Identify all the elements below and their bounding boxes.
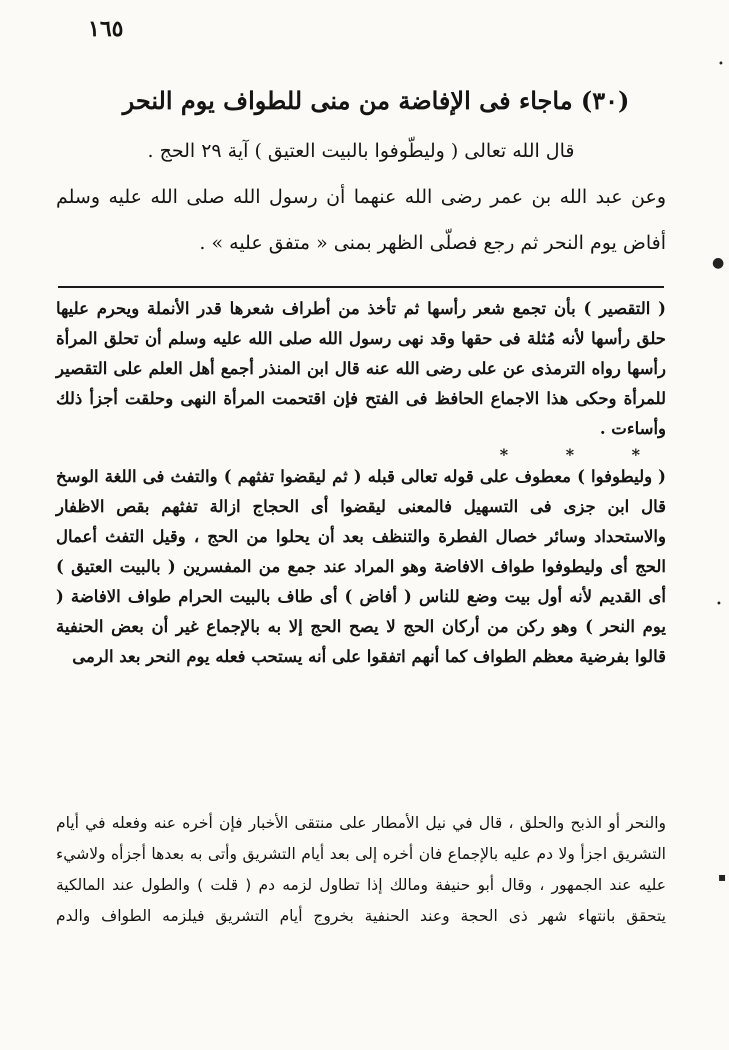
margin-dot-mark: ▪ xyxy=(718,870,727,884)
margin-dot-mark: ● xyxy=(712,255,725,271)
commentary-paragraph-2: ( وليطوفوا ) معطوف على قوله تعالى قبله ( ثم ليقضوا تفثهم ) والتفث فى اللغة الوسخ قال ابن جزى فى التسهيل فالمعنى ليقضوا أى الحجاج ازالة تفثهم بقص الاظفار والاستحداد وسائر خصال الفطرة والتنظف بعد أن يحلوا من الحج ، وقيل التفث أعمال الحج أى وليطوفوا طواف الافاضة وهو المراد عند جمع من المفسرين ( بالبيت العتيق ) أى القديم لأنه أول بيت وضع للناس ( أفاض ) أى طاف بالبيت الحرام طواف الافاضة ( يوم النحر ) وهو ركن من أركان الحج لا يصح الحج إلا به بالإجماع غير أن بعض الحنفية قالوا بفرضية معظم الطواف كما أنهم اتفقوا على أنه يستحب فعله يوم النحر بعد الرمى xyxy=(56,467,666,666)
margin-dot-mark: • xyxy=(718,59,724,70)
commentary-block xyxy=(56,294,666,672)
chapter-title: (٣٠) ماجاء فى الإفاضة من منى للطواف يوم النحر xyxy=(122,86,630,115)
page-number: ١٦٥ xyxy=(88,16,124,42)
commentary-paragraph-1: ( التقصير ) بأن تجمع شعر رأسها ثم تأخذ من أطراف شعرها قدر الأنملة ويحرم عليها حلق رأسها لأنه مُثلة فى حقها وقد نهى رسول الله صلى الله عليه وسلم أن تحلق المرأة رأسها رواه الترمذى عن على رضى الله عنه قال ابن المنذر أجمع أهل العلم على التقصير للمرأة وحكى هذا الاجماع الحافظ فى الفتح فإن اقتحمت المرأة النهى وحلقت أجزأ ذلك وأساءت . xyxy=(56,299,666,438)
margin-dot-mark: • xyxy=(716,599,722,610)
hadith-text: وعن عبد الله بن عمر رضى الله عنهما أن رسول الله صلى الله عليه وسلم أفاض يوم النحر ثم رجع فصلّى الظهر بمنى « متفق عليه » . xyxy=(56,186,666,254)
continuation-paragraph: والنحر أو الذبح والحلق ، قال في نيل الأمطار على منتقى الأخبار فإن أخره عنه وفعله في أيام التشريق اجزأ ولا دم عليه بالإجماع فان أخره إلى بعد أيام التشريق وأتى به بعدها أجزأه ولاشيء عليه عند الجمهور ، وقال أبو حنيفة ومالك إذا تطاول لزمه دم ( قلت ) والطول عند المالكية يتحقق بانتهاء شهر ذى الحجة وعند الحنفية بخروج أيام التشريق فيلزمه الطواف والدم xyxy=(56,814,666,925)
footnote-separator xyxy=(58,286,664,288)
continuation-text-block xyxy=(56,808,666,932)
quran-verse-citation: قال الله تعالى ( وليطّوفوا بالبيت العتيق ) آية ٢٩ الحج . xyxy=(147,140,575,162)
section-asterisks: * * * xyxy=(499,445,666,464)
main-text-block xyxy=(56,74,666,266)
